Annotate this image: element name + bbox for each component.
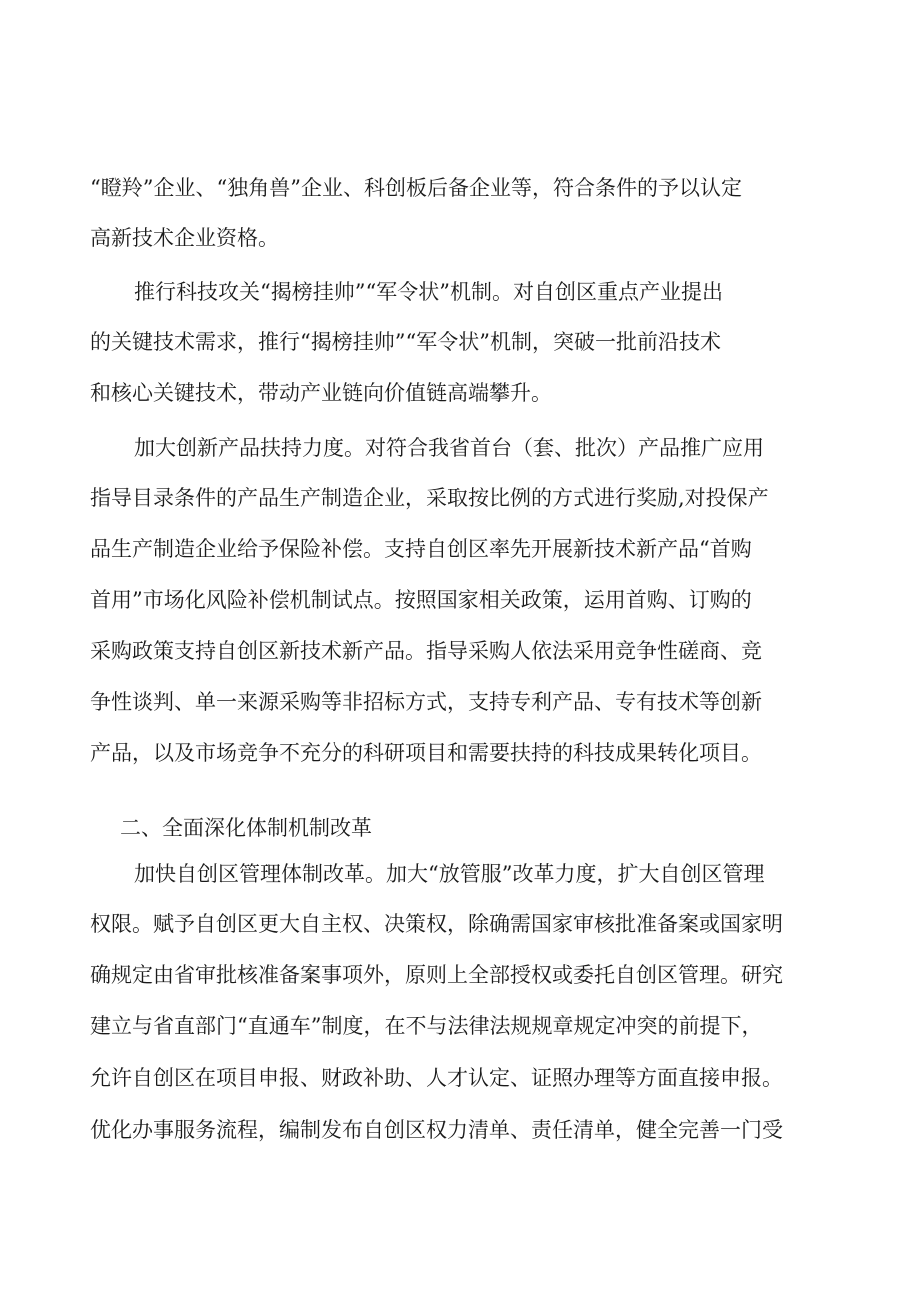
text-line: “瞪羚”企业、“独角兽”企业、科创板后备企业等，符合条件的予以认定 (90, 176, 742, 200)
text-line: 高新技术企业资格。 (90, 226, 279, 250)
text-line: 品生产制造企业给予保险补偿。支持自创区率先开展新技术新产品“首购 (90, 537, 752, 561)
text-line: 权限。赋予自创区更大自主权、决策权，除确需国家审核批准备案或国家明 (90, 912, 783, 936)
text-line: 争性谈判、单一来源采购等非招标方式，支持专利产品、专有技术等创新 (90, 690, 762, 714)
text-line: 推行科技攻关“揭榜挂帅”“军令状”机制。对自创区重点产业提出 (134, 280, 723, 304)
text-line: 允许自创区在项目申报、财政补助、人才认定、证照办理等方面直接申报。 (90, 1066, 783, 1090)
text-line: 加快自创区管理体制改革。加大“放管服”改革力度，扩大自创区管理 (134, 862, 765, 886)
text-line: 加大创新产品扶持力度。对符合我省首台（套、批次）产品推广应用 (134, 436, 764, 460)
text-line: 和核心关键技术，带动产业链向价值链高端攀升。 (90, 381, 552, 405)
text-line: 的关键技术需求，推行“揭榜挂帅”“军令状”机制，突破一批前沿技术 (90, 330, 721, 354)
text-line: 产品，以及市场竞争不充分的科研项目和需要扶持的科技成果转化项目。 (90, 741, 762, 765)
text-line: 优化办事服务流程，编制发布自创区权力清单、责任清单，健全完善一门受 (90, 1118, 783, 1142)
text-line: 指导目录条件的产品生产制造企业，采取按比例的方式进行奖励,对投保产 (90, 486, 769, 510)
text-line: 建立与省直部门“直通车”制度，在不与法律法规规章规定冲突的前提下， (90, 1014, 763, 1038)
section-heading: 二、全面深化体制机制改革 (120, 816, 372, 840)
text-line: 确规定由省审批核准备案事项外，原则上全部授权或委托自创区管理。研究 (90, 963, 783, 987)
text-line: 首用”市场化风险补偿机制试点。按照国家相关政策，运用首购、订购的 (90, 588, 752, 612)
text-line: 采购政策支持自创区新技术新产品。指导采购人依法采用竞争性磋商、竞 (90, 639, 762, 663)
